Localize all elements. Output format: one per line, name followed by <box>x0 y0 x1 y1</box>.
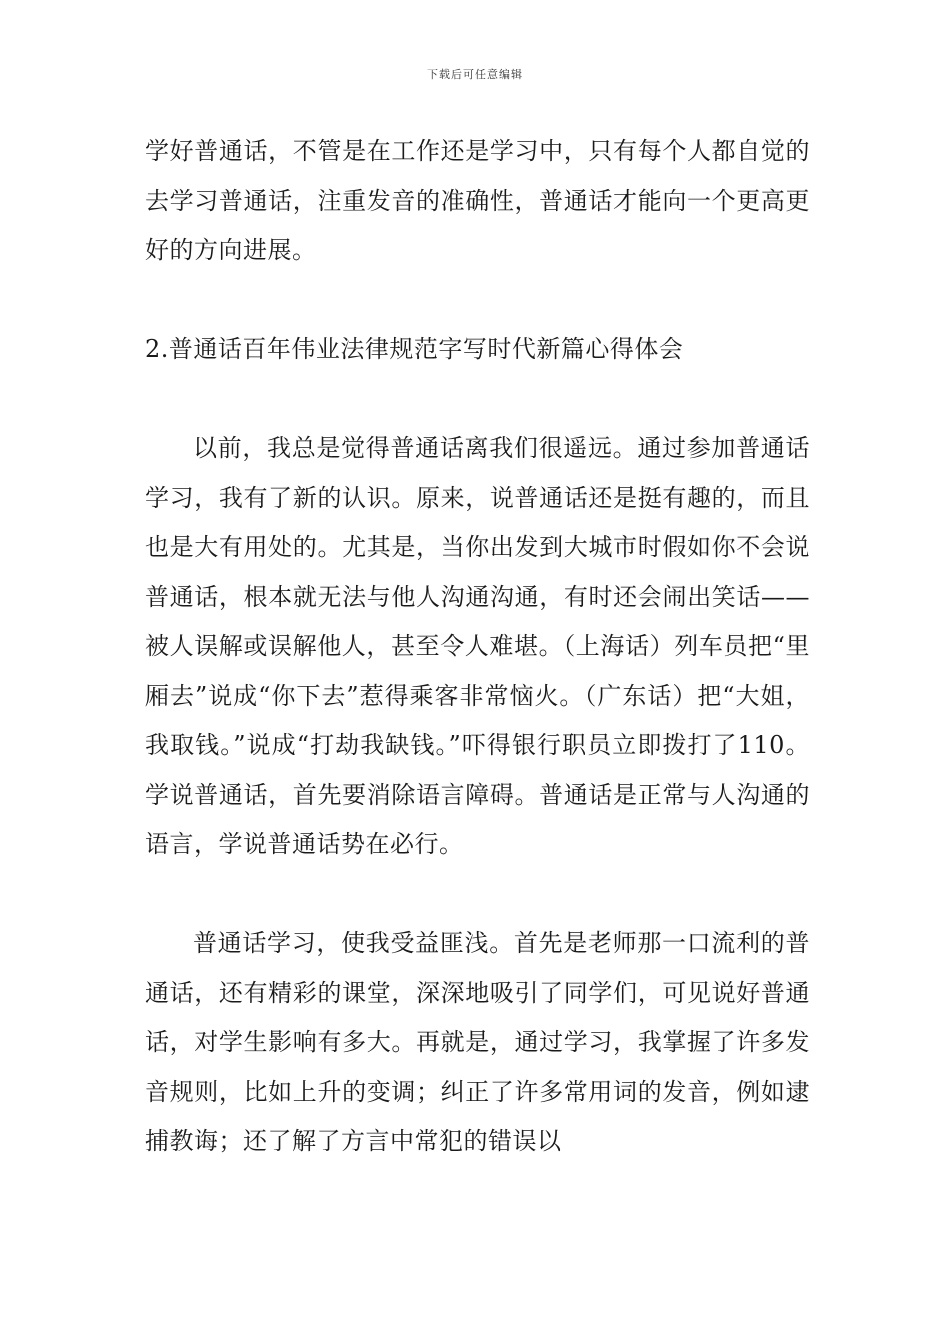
header-note: 下载后可任意编辑 <box>427 68 523 81</box>
section-heading: 2.普通话百年伟业法律规范字写时代新篇心得体会 <box>145 335 684 363</box>
document-body <box>145 127 810 1167</box>
intro-paragraph: 学好普通话，不管是在工作还是学习中，只有每个人都自觉的去学习普通话，注重发音的准确性，普通话才能向一个更高更好的方向进展。 <box>145 137 810 264</box>
paragraph-gap <box>145 375 810 425</box>
body-paragraph-1: 以前，我总是觉得普通话离我们很遥远。通过参加普通话学习，我有了新的认识。原来，说普通话还是挺有趣的，而且也是大有用处的。尤其是，当你出发到大城市时假如你不会说普通话，根本就无法与他人沟通沟通，有时还会闹出笑话——被人误解或误解他人，甚至令人难堪。（上海话）列车员把“里厢去”说成“你下去”惹得乘客非常恼火。（广东话）把“大姐，我取钱。”说成“打劫我缺钱。”吓得银行职员立即拨打了110。学说普通话，首先要消除语言障碍。普通话是正常与人沟通的语言，学说普通话势在必行。 <box>145 434 810 858</box>
body-paragraph-2: 普通话学习，使我受益匪浅。首先是老师那一口流利的普通话，还有精彩的课堂，深深地吸引了同学们，可见说好普通话，对学生影响有多大。再就是，通过学习，我掌握了许多发音规则，比如上升的变调；纠正了许多常用词的发音，例如逮捕教诲；还了解了方言中常犯的错误以 <box>145 929 810 1155</box>
paragraph-gap <box>145 276 810 326</box>
paragraph-gap <box>145 870 810 920</box>
